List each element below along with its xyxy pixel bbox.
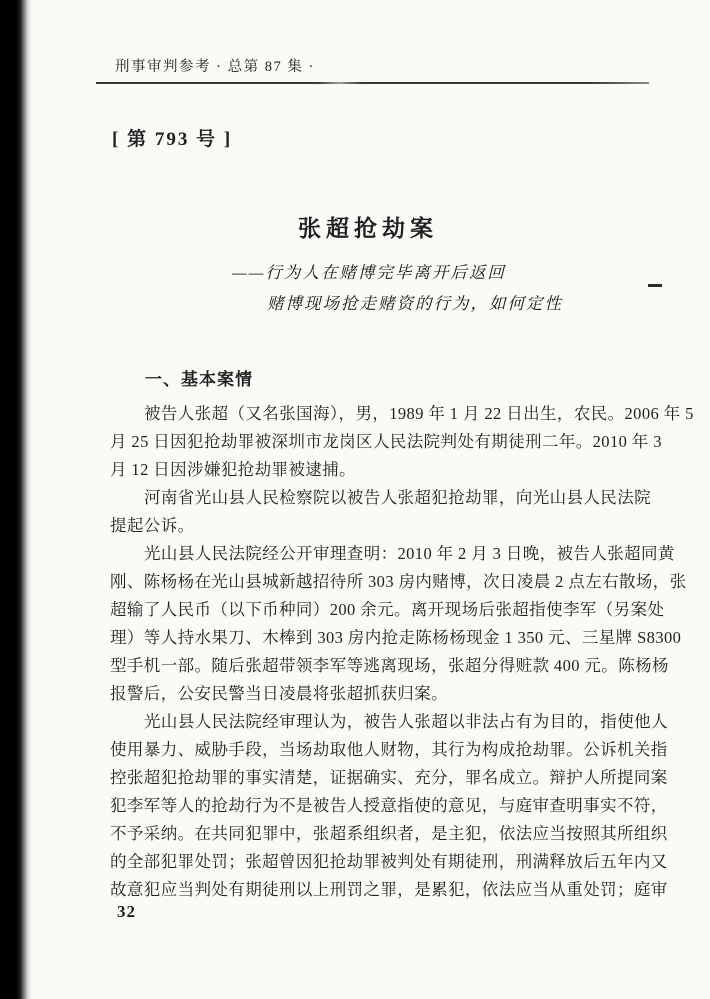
scan-gutter-shadow (0, 0, 32, 999)
body-line: 月 12 日因涉嫌犯抢劫罪被逮捕。 (110, 460, 357, 479)
page-number: 32 (117, 902, 136, 921)
body-line: 理）等人持水果刀、木棒到 303 房内抢走陈杨杨现金 1 350 元、三星牌 S8300 (110, 628, 682, 647)
body-line: 型手机一部。随后张超带领李军等逃离现场，张超分得赃款 400 元。陈杨杨 (110, 656, 669, 675)
body-line: 超输了人民币（以下币种同）200 余元。离开现场后张超指使李军（另案处 (110, 600, 665, 619)
case-subtitle-line-2: 赌博现场抢走赌资的行为，如何定性 (267, 294, 563, 313)
body-line: 控张超犯抢劫罪的事实清楚，证据确实、充分，罪名成立。辩护人所提同案 (110, 768, 668, 787)
scan-dash-artifact (648, 284, 662, 287)
body-line: 使用暴力、威胁手段，当场劫取他人财物，其行为构成抢劫罪。公诉机关指 (110, 740, 668, 759)
body-line: 犯李军等人的抢劫行为不是被告人授意指使的意见，与庭审查明事实不符， (110, 796, 668, 815)
body-line: 被告人张超（又名张国海），男，1989 年 1 月 22 日出生，农民。2006 年 5 (144, 404, 694, 423)
case-subtitle-line-1: ——行为人在赌博完毕离开后返回 (232, 263, 506, 282)
body-line: 的全部犯罪处罚；张超曾因犯抢劫罪被判处有期徒刑，刑满释放后五年内又 (110, 852, 668, 871)
body-line: 月 25 日因犯抢劫罪被深圳市龙岗区人民法院判处有期徒刑二年。2010 年 3 (110, 432, 662, 451)
body-line: 报警后，公安民警当日凌晨将张超抓获归案。 (110, 684, 448, 703)
case-subtitle (232, 257, 563, 319)
case-number: [ 第 793 号 ] (112, 129, 233, 150)
body-line: 河南省光山县人民检察院以被告人张超犯抢劫罪，向光山县人民法院 (144, 488, 651, 507)
body-line: 故意犯应当判处有期徒刑以上刑罚之罪，是累犯，依法应当从重处罚；庭审 (110, 880, 668, 899)
case-title: 张超抢劫案 (298, 216, 438, 241)
body-line: 不予采纳。在共同犯罪中，张超系组织者，是主犯，依法应当按照其所组织 (110, 824, 668, 843)
body-text (110, 400, 694, 904)
body-line: 光山县人民法院经审理认为，被告人张超以非法占有为目的，指使他人 (144, 712, 668, 731)
body-line: 光山县人民法院经公开审理查明：2010 年 2 月 3 日晚，被告人张超同黄 (144, 544, 675, 563)
body-line: 提起公诉。 (110, 516, 195, 535)
header-divider (96, 82, 649, 84)
body-line: 刚、陈杨杨在光山县城新越招待所 303 房内赌博，次日凌晨 2 点左右散场，张 (110, 572, 687, 591)
running-header: 刑事审判参考 · 总第 87 集 · (115, 59, 315, 75)
section-heading: 一、基本案情 (145, 370, 253, 389)
